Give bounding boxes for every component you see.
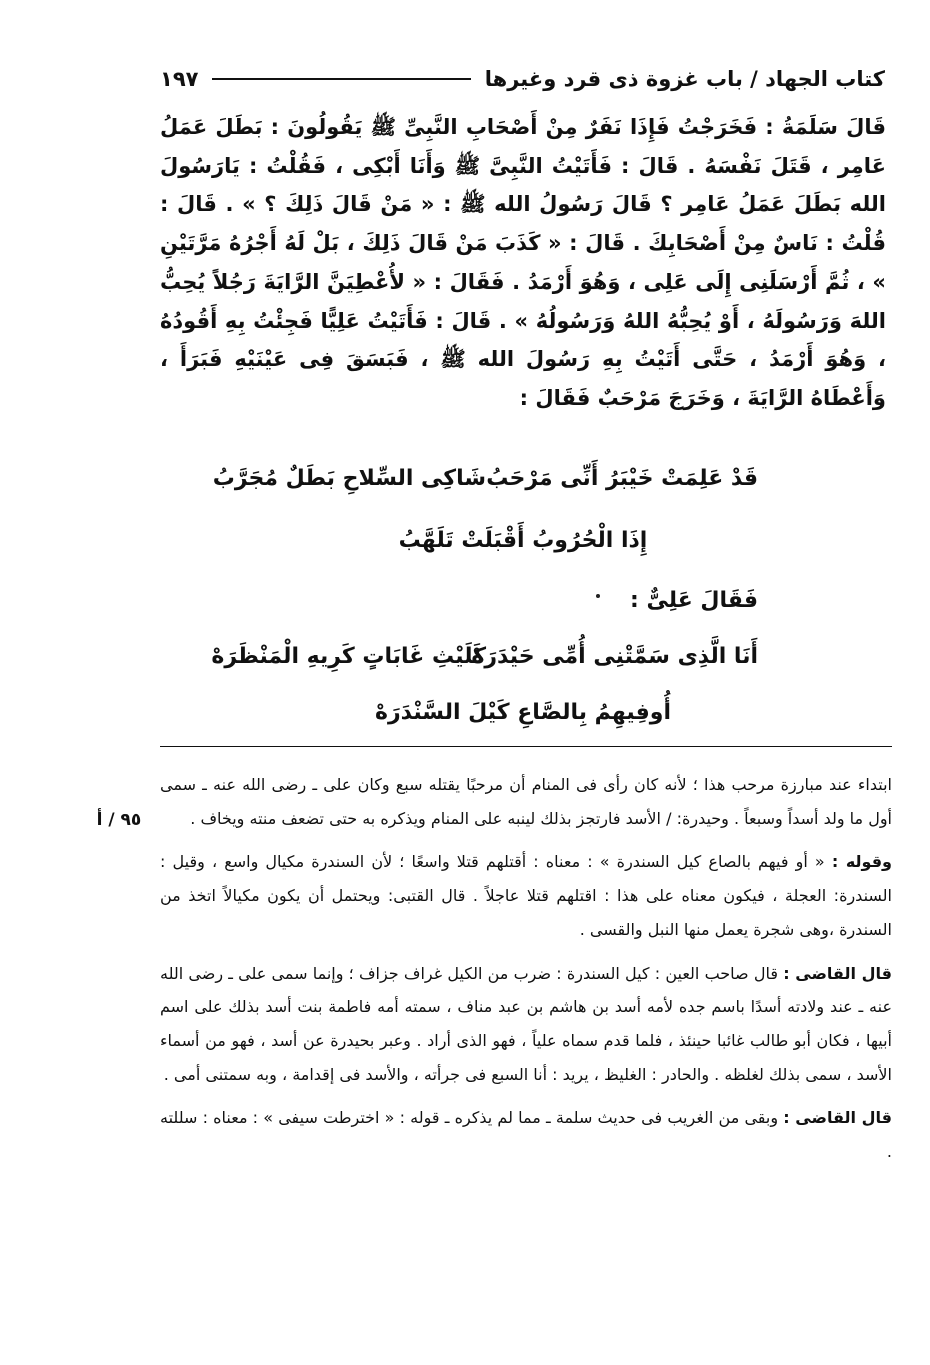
commentary-paragraph-3 xyxy=(160,957,892,1092)
commentary-text: قال صاحب العين : كيل السندرة : ضرب من الكيل غراف جزاف ؛ وإنما سمى على ـ رضى الله عنه ـ عند ولادته أسدًا باسم جده لأمه أسد بن هاشم بن عبد مناف ، سمته أمه فاطمة بنت أسد بذلك على اسم أبيها ، فكان أبو طالب غائبا حينئذ ، فلما قدم سماه علياً ، فهو الذى أراد . وعبر بحيدرة عن أسد ، فهو من أسماء الأسد ، سمى بذلك لغلظه . والحادر : الغليظ ، يريد : أنا السبع فى جرأته ، والأسد فى إقدامة ، وبه سمتنى أمى . xyxy=(160,963,892,1084)
print-speck xyxy=(596,594,600,598)
commentary-text: ابتداء عند مبارزة مرحب هذا ؛ لأنه كان رأى فى المنام أن مرحبًا يقتله سبع وكان على ـ رضى الله عنه ـ سمى أول ما ولد أسداً وسبعاً . وحيدرة: / الأسد فارتجز بذلك لينبه على المنام ويذكره به حتى تضعف منته ويخاف . xyxy=(160,775,892,828)
hadith-paragraph: قَالَ سَلَمَةُ : فَخَرَجْتُ فَإِذَا نَفَرٌ مِنْ أَصْحَابِ النَّبِىِّ ﷺ يَقُولُونَ : بَطَلَ عَمَلُ عَامِر ، قَتَلَ نَفْسَهُ . قَالَ : فَأَتَيْتُ النَّبِىَّ ﷺ وَأَنَا أَبْكِى ، فَقُلْتُ : يَارَسُولَ الله بَطَلَ عَمَلُ عَامِر ؟ قَالَ رَسُولُ الله ﷺ : « مَنْ قَالَ ذَلِكَ ؟ » . قَالَ : قُلْتُ : نَاسٌ مِنْ أَصْحَابِكَ . قَالَ : « كَذَبَ مَنْ قَالَ ذَلِكَ ، بَلْ لَهُ أَجْرُهُ مَرَّتَيْنِ » ، ثُمَّ أَرْسَلَنِى إِلَى عَلِى ، وَهُوَ أَرْمَدُ . فَقَالَ : « لأُعْطِيَنَّ الرَّايَةَ رَجُلاً يُحِبُّ اللهَ وَرَسُولَهُ ، أَوْ يُحِبُّهُ اللهُ وَرَسُولُهُ » . قَالَ : فَأَتَيْتُ عَلِيًّا فَجِئْتُ بِهِ أَقُودُهُ ، وَهُوَ أَرْمَدُ ، حَتَّى أَتَيْتُ بِهِ رَسُولَ الله ﷺ ، فَبَسَقَ فِى عَيْنَيْهِ فَبَرَأَ ، وَأَعْطَاهُ الرَّايَةَ ، وَخَرَجَ مَرْحَبٌ فَقَالَ : xyxy=(160,115,886,410)
verse-4-text: أُوفِيهِمُ بِالصَّاعِ كَيْلَ السَّنْدَرَهْ xyxy=(374,700,672,725)
commentary-paragraph-2 xyxy=(160,845,892,946)
speaker-ali: فَقَالَ عَلِىٌّ : xyxy=(630,588,758,613)
running-header xyxy=(160,62,885,96)
verse-2-text: إِذَا الْحُرُوبُ أَقْبَلَتْ تَلَهَّبُ xyxy=(398,528,648,553)
header-rule xyxy=(212,78,470,80)
commentary xyxy=(160,768,892,1179)
verse-2 xyxy=(160,528,886,568)
verse-3 xyxy=(160,644,886,684)
speaker-line xyxy=(160,588,886,628)
commentary-lead: قال القاضى : xyxy=(783,1108,892,1128)
chapter-title: كتاب الجهاد / باب غزوة ذى قرد وغيرها xyxy=(484,67,885,91)
commentary-paragraph-4 xyxy=(160,1101,892,1168)
page-number: ١٩٧ xyxy=(160,67,199,91)
verse-1-second-hemistich: شَاكِى السِّلاحِ بَطَلٌ مُجَرَّبُ xyxy=(212,466,486,491)
commentary-paragraph-1 xyxy=(160,768,892,835)
hadith-text xyxy=(160,108,886,418)
verse-3-first-hemistich: أَنَا الَّذِى سَمَّتْنِى أُمِّى حَيْدَرَهْ xyxy=(471,644,758,669)
verse-4 xyxy=(160,700,886,740)
verse-1 xyxy=(160,466,886,506)
verse-1-first-hemistich: قَدْ عَلِمَتْ خَيْبَرُ أَنِّى مَرْحَبُ xyxy=(486,466,758,491)
manuscript-folio-marker: ٩٥ / أ xyxy=(96,810,142,830)
commentary-lead: قال القاضى : xyxy=(783,963,892,983)
commentary-lead: وقوله : xyxy=(831,852,892,872)
commentary-text: « أو فيهم بالصاع كيل السندرة » : معناه : أقتلهم قتلا واسعًا ؛ لأن السندرة مكيال واسع ، وقيل : السندرة: العجلة ، فيكون معناه على هذا : اقتلهم قتلا عاجلاً . قال القتبى: ويحتمل أن يكون مكيالاً اتخذ من السندرة ،وهى شجرة يعمل منها النبل والقسى . xyxy=(160,852,892,939)
footnote-rule xyxy=(160,746,892,747)
verse-3-second-hemistich: كَلَيْثِ غَابَاتٍ كَرِيهِ الْمَنْظَرَهْ xyxy=(211,644,486,669)
commentary-text: وبقى من الغريب فى حديث سلمة ـ مما لم يذكره ـ قوله : « اخترطت سيفى » : معناه : سللته . xyxy=(160,1108,892,1162)
